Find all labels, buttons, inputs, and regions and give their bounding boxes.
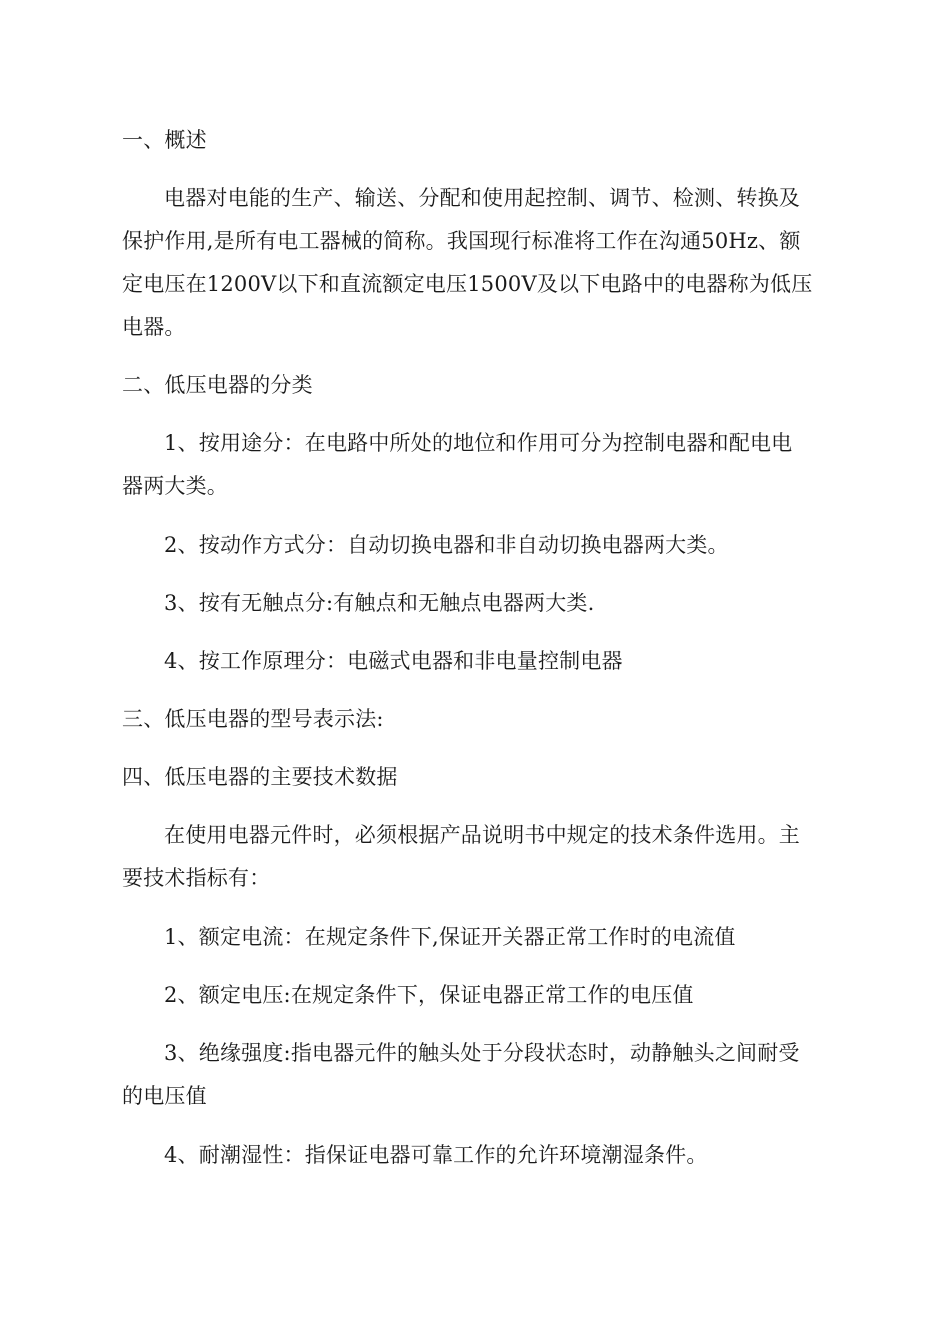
paragraph-line: 定电压在1200V以下和直流额定电压1500V及以下电路中的电器称为低压 bbox=[122, 272, 813, 296]
paragraph-line: 1、额定电流：在规定条件下,保证开关器正常工作时的电流值 bbox=[164, 925, 736, 949]
paragraph-line: 电器对电能的生产、输送、分配和使用起控制、调节、检测、转换及 bbox=[164, 186, 800, 210]
section-heading-model-notation: 三、低压电器的型号表示法: bbox=[122, 707, 384, 731]
paragraph-line: 1、按用途分：在电路中所处的地位和作用可分为控制电器和配电电 bbox=[164, 431, 793, 455]
paragraph-line: 器两大类。 bbox=[122, 474, 228, 498]
paragraph-line: 3、按有无触点分:有触点和无触点电器两大类. bbox=[164, 591, 595, 615]
paragraph-line: 要技术指标有： bbox=[122, 866, 271, 890]
paragraph-line: 电器。 bbox=[122, 315, 186, 339]
section-heading-classification: 二、低压电器的分类 bbox=[122, 373, 313, 397]
paragraph-line: 2、按动作方式分：自动切换电器和非自动切换电器两大类。 bbox=[164, 533, 729, 557]
paragraph-line: 的电压值 bbox=[122, 1084, 207, 1108]
section-heading-technical-data: 四、低压电器的主要技术数据 bbox=[122, 765, 398, 789]
paragraph-line: 保护作用,是所有电工器械的简称。我国现行标准将工作在沟通50Hz、额 bbox=[122, 229, 801, 253]
paragraph-line: 在使用电器元件时，必须根据产品说明书中规定的技术条件选用。主 bbox=[164, 823, 800, 847]
paragraph-line: 3、绝缘强度:指电器元件的触头处于分段状态时，动静触头之间耐受 bbox=[164, 1041, 800, 1065]
section-heading-overview: 一、概述 bbox=[122, 128, 207, 152]
paragraph-line: 2、额定电压:在规定条件下，保证电器正常工作的电压值 bbox=[164, 983, 694, 1007]
paragraph-line: 4、按工作原理分：电磁式电器和非电量控制电器 bbox=[164, 649, 623, 673]
paragraph-line: 4、耐潮湿性：指保证电器可靠工作的允许环境潮湿条件。 bbox=[164, 1143, 708, 1167]
